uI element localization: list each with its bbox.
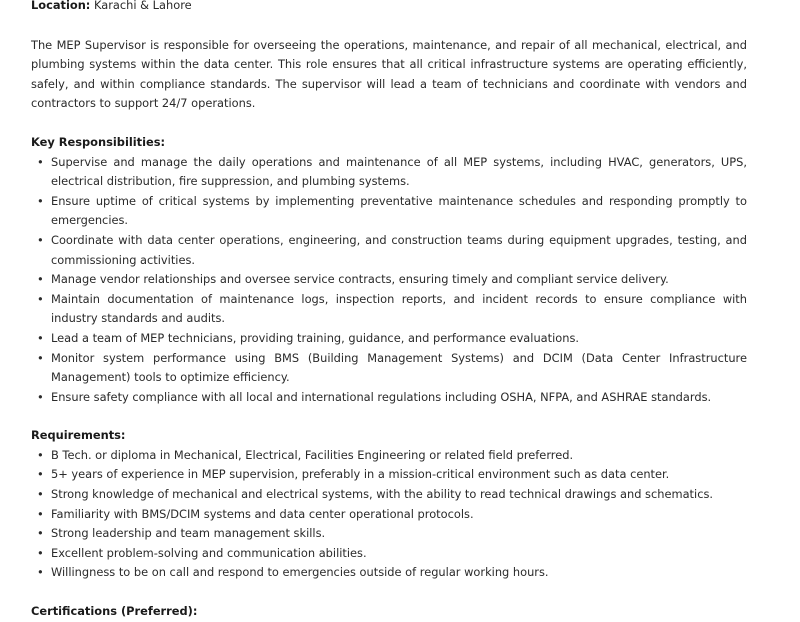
list-item: • Manage vendor relationships and oversee service contracts, ensuring timely and compliant service delivery. [31, 270, 747, 290]
list-item: • Excellent problem-solving and communication abilities. [31, 544, 747, 564]
role-summary: The MEP Supervisor is responsible for overseeing the operations, maintenance, and repair of all mechanical, electrical, and plumbing systems within the data center. This role ensures that all critical infrastructure systems are operating efficiently, safely, and within compliance standards. The supervisor will lead a team of technicians and coordinate with vendors and contractors to support 24/7 operations. [31, 37, 747, 111]
list-item: • Ensure uptime of critical systems by implementing preventative maintenance schedules and responding promptly to emergencies. [31, 192, 747, 231]
list-item: • Ensure safety compliance with all local and international regulations including OSHA, NFPA, and ASHRAE standards. [31, 388, 747, 408]
list-item: • B Tech. or diploma in Mechanical, Electrical, Facilities Engineering or related field preferred. [31, 446, 747, 466]
list-item: • Strong leadership and team management skills. [31, 524, 747, 544]
list-item: • Monitor system performance using BMS (Building Management Systems) and DCIM (Data Center Infrastructure Management) tools to optimize efficiency. [31, 349, 747, 388]
location-label: Location: [31, 0, 91, 12]
list-item: • Supervise and manage the daily operations and maintenance of all MEP systems, including HVAC, generators, UPS, electrical distribution, fire suppression, and plumbing systems. [31, 153, 747, 192]
list-item: • Strong knowledge of mechanical and electrical systems, with the ability to read technical drawings and schematics. [31, 485, 747, 505]
requirements-list [31, 446, 747, 583]
list-item: • Familiarity with BMS/DCIM systems and data center operational protocols. [31, 505, 747, 525]
location-value: Karachi & Lahore [94, 0, 192, 12]
requirements-heading: Requirements: [31, 428, 126, 443]
list-item: • Lead a team of MEP technicians, providing training, guidance, and performance evaluations. [31, 329, 747, 349]
list-item: • 5+ years of experience in MEP supervision, preferably in a mission-critical environment such as data center. [31, 465, 747, 485]
responsibilities-list [31, 153, 747, 408]
list-item: • Coordinate with data center operations, engineering, and construction teams during equipment upgrades, testing, and commissioning activities. [31, 231, 747, 270]
job-description-content [31, 0, 747, 622]
list-item: • Willingness to be on call and respond to emergencies outside of regular working hours. [31, 563, 747, 583]
list-item: • Maintain documentation of maintenance logs, inspection reports, and incident records to ensure compliance with industry standards and audits. [31, 290, 747, 329]
responsibilities-heading: Key Responsibilities: [31, 134, 166, 149]
certifications-heading: Certifications (Preferred): [31, 604, 198, 619]
location-line [31, 0, 747, 16]
